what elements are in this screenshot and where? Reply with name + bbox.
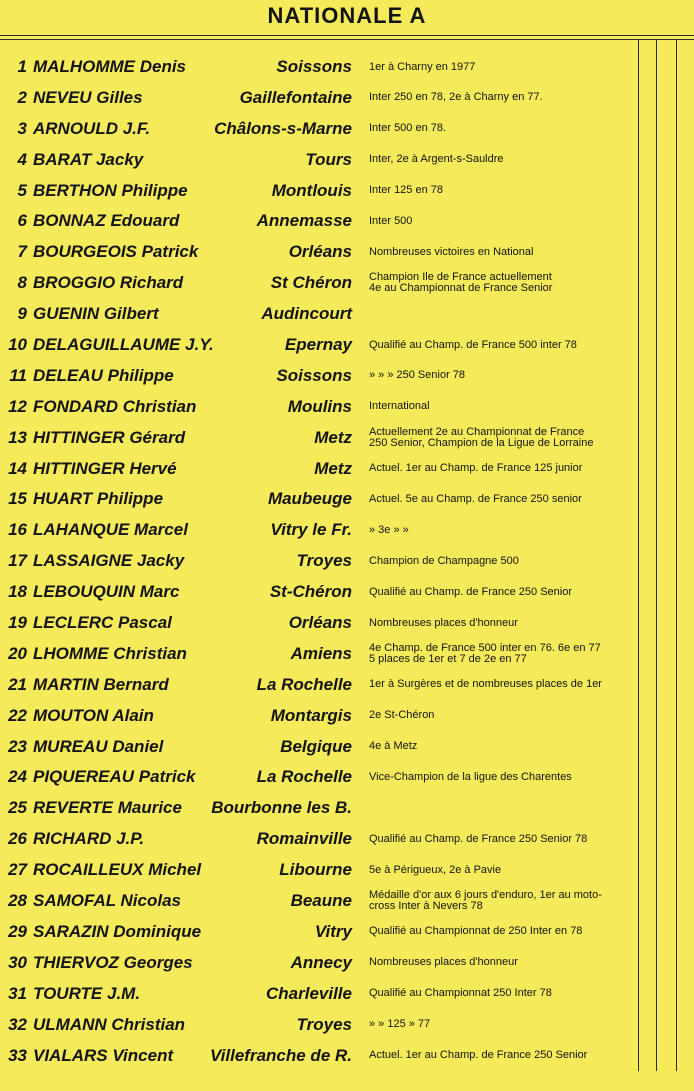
- rider-city: Troyes: [296, 551, 352, 571]
- rider-name: LAHANQUE Marcel: [33, 520, 188, 540]
- rider-name: SAMOFAL Nicolas: [33, 891, 181, 911]
- rider-achievements: 1er à Charny en 1977: [369, 60, 476, 73]
- roster-row: [0, 330, 640, 361]
- rider-city: Montargis: [270, 705, 352, 725]
- page-title: NATIONALE A: [267, 3, 427, 28]
- rider-city: Troyes: [296, 1014, 352, 1034]
- roster-row: [0, 855, 640, 886]
- rider-achievements: Inter 500: [369, 214, 413, 227]
- rider-achievements: Actuel. 1er au Champ. de France 250 Senior: [369, 1049, 588, 1061]
- roster-row: [0, 546, 640, 577]
- rider-city: Vitry le Fr.: [270, 520, 352, 540]
- rider-city: Tours: [305, 149, 352, 169]
- rider-name: LASSAIGNE Jacky: [33, 551, 185, 571]
- rider-city: Amiens: [290, 643, 352, 663]
- column-rule-2: [656, 40, 657, 1071]
- roster-row: [0, 83, 640, 114]
- roster-row: [0, 145, 640, 176]
- rider-name: LEBOUQUIN Marc: [33, 582, 180, 602]
- rider-city: Châlons-s-Marne: [214, 118, 352, 138]
- rider-number: 31: [8, 983, 27, 1003]
- rider-achievements: Nombreuses victoires en National: [369, 245, 534, 258]
- rider-city: La Rochelle: [256, 767, 352, 787]
- rider-number: 14: [8, 458, 27, 478]
- rider-achievements: » » » 250 Senior 78: [369, 369, 466, 382]
- rider-achievements: Inter 125 en 78: [369, 184, 444, 197]
- roster-row: [0, 886, 640, 917]
- rider-number: 1: [17, 57, 27, 76]
- rider-number: 11: [9, 365, 27, 385]
- rider-number: 33: [8, 1045, 27, 1065]
- rider-name: ROCAILLEUX Michel: [33, 860, 202, 880]
- rider-achievements: Actuel. 1er au Champ. de France 125 junior: [369, 462, 583, 475]
- rider-name: MARTIN Bernard: [33, 674, 169, 694]
- rider-number: 26: [8, 829, 27, 849]
- roster-row: [0, 1041, 640, 1072]
- rider-number: 18: [8, 582, 27, 602]
- rider-achievements: Inter 250 en 78, 2e à Charny en 77.: [369, 91, 543, 104]
- rider-number: 3: [17, 118, 27, 138]
- rider-number: 6: [17, 211, 27, 231]
- roster-row: [0, 762, 640, 793]
- rider-city: Charleville: [266, 983, 352, 1003]
- rider-city: Soissons: [276, 365, 352, 385]
- roster-row: [0, 608, 640, 639]
- rider-number: 19: [8, 613, 27, 633]
- rider-name: BERTHON Philippe: [33, 180, 188, 200]
- rider-name: LECLERC Pascal: [33, 613, 172, 633]
- rider-name: VIALARS Vincent: [33, 1045, 174, 1065]
- roster-row: [0, 701, 640, 732]
- rider-number: 5: [17, 180, 27, 200]
- rider-achievements: 2e St-Chéron: [369, 709, 435, 722]
- roster-row: [0, 1010, 640, 1041]
- rider-name: LHOMME Christian: [33, 643, 187, 663]
- rider-city: Orléans: [288, 242, 352, 262]
- rider-city: Soissons: [276, 57, 352, 76]
- rider-number: 16: [8, 520, 27, 540]
- rider-achievements: Nombreuses places d'honneur: [369, 956, 518, 969]
- rider-number: 8: [17, 273, 27, 293]
- rider-achievements: Actuel. 5e au Champ. de France 250 senior: [369, 492, 582, 505]
- roster-row: [0, 176, 640, 207]
- roster-list: [0, 52, 640, 1071]
- rider-number: 22: [8, 705, 27, 725]
- rider-city: Beaune: [290, 891, 352, 911]
- roster-row: [0, 824, 640, 855]
- rider-achievements: Inter, 2e à Argent-s-Sauldre: [369, 153, 504, 166]
- roster-row: [0, 361, 640, 392]
- rider-number: 7: [17, 242, 27, 262]
- rider-name: MUREAU Daniel: [33, 736, 164, 756]
- rider-achievements: Qualifié au Champ. de France 250 Senior: [369, 585, 573, 598]
- roster-row: [0, 639, 640, 670]
- rider-name: RICHARD J.P.: [33, 829, 145, 849]
- rider-city: Epernay: [284, 335, 352, 355]
- rider-name: MALHOMME Denis: [33, 57, 186, 76]
- rider-city: Metz: [314, 427, 352, 447]
- header-rule-top: [0, 35, 694, 36]
- rider-achievements: [369, 793, 637, 823]
- rider-achievements: International: [369, 400, 430, 413]
- roster-row: [0, 392, 640, 423]
- rider-number: 9: [17, 304, 27, 324]
- rider-name: NEVEU Gilles: [33, 87, 143, 107]
- rider-name: BONNAZ Edouard: [33, 211, 180, 231]
- rider-achievements: [369, 299, 637, 329]
- roster-row: [0, 793, 640, 824]
- rider-number: 25: [8, 798, 27, 818]
- rider-name: MOUTON Alain: [33, 705, 154, 725]
- roster-row: [0, 52, 640, 83]
- rider-achievements: 5e à Périgueux, 2e à Pavie: [369, 863, 502, 876]
- rider-city: La Rochelle: [256, 674, 352, 694]
- rider-name: ULMANN Christian: [33, 1014, 186, 1034]
- rider-name: DELEAU Philippe: [33, 365, 174, 385]
- rider-achievements: 1er à Surgères et de nombreuses places de 1er: [369, 678, 602, 691]
- roster-row: [0, 948, 640, 979]
- rider-number: 29: [8, 921, 27, 941]
- rider-number: 4: [17, 149, 27, 169]
- rider-city: Annecy: [290, 952, 352, 972]
- roster-row: [0, 454, 640, 485]
- rider-city: Belgique: [280, 736, 352, 756]
- rider-name: REVERTE Maurice: [33, 798, 182, 818]
- roster-row: [0, 114, 640, 145]
- roster-row: [0, 237, 640, 268]
- rider-name: GUENIN Gilbert: [33, 304, 159, 324]
- rider-achievements: Médaille d'or aux 6 jours d'enduro, 1er au moto- cross Inter à Nevers 78: [369, 889, 602, 913]
- rider-achievements: Actuellement 2e au Championnat de France 250 Senior, Champion de la Ligue de Lorraine: [369, 425, 594, 449]
- rider-name: DELAGUILLAUME J.Y.: [33, 335, 214, 355]
- roster-row: [0, 268, 640, 299]
- rider-achievements: Qualifié au Champ. de France 500 inter 78: [369, 338, 577, 351]
- rider-city: Villefranche de R.: [209, 1045, 352, 1065]
- rider-city: Gaillefontaine: [239, 87, 352, 107]
- rider-city: Annemasse: [256, 211, 352, 231]
- rider-achievements: Nombreuses places d'honneur: [369, 616, 518, 629]
- rider-number: 2: [17, 87, 27, 107]
- rider-achievements: Qualifié au Champ. de France 250 Senior 78: [369, 832, 588, 845]
- roster-row: [0, 732, 640, 763]
- rider-name: TOURTE J.M.: [33, 983, 141, 1003]
- rider-achievements: Vice-Champion de la ligue des Charentes: [369, 770, 572, 783]
- rider-number: 20: [8, 643, 27, 663]
- rider-name: HITTINGER Hervé: [33, 458, 177, 478]
- header-rule-bottom: [0, 39, 694, 40]
- rider-achievements: Qualifié au Championnat 250 Inter 78: [369, 987, 552, 1000]
- rider-number: 10: [8, 335, 27, 355]
- rider-city: Bourbonne les B.: [211, 798, 352, 818]
- rider-name: HUART Philippe: [33, 489, 164, 509]
- rider-achievements: Inter 500 en 78.: [369, 122, 447, 135]
- rider-number: 17: [8, 551, 27, 571]
- rider-achievements: Champion de Champagne 500: [369, 554, 519, 567]
- rider-number: 13: [8, 427, 27, 447]
- roster-row: [0, 484, 640, 515]
- rider-name: FONDARD Christian: [33, 396, 197, 416]
- rider-name: SARAZIN Dominique: [33, 921, 202, 941]
- roster-row: [0, 515, 640, 546]
- roster-row: [0, 206, 640, 237]
- rider-achievements: 4e à Metz: [369, 740, 418, 753]
- rider-number: 32: [8, 1014, 27, 1034]
- rider-city: St-Chéron: [269, 582, 352, 602]
- rider-city: Libourne: [279, 860, 352, 880]
- rider-number: 27: [8, 860, 27, 880]
- roster-row: [0, 917, 640, 948]
- rider-name: ARNOULD J.F.: [33, 118, 151, 138]
- rider-number: 24: [8, 767, 27, 787]
- column-rule-3: [676, 40, 677, 1071]
- rider-number: 12: [8, 396, 27, 416]
- rider-name: THIERVOZ Georges: [33, 952, 193, 972]
- rider-number: 23: [8, 736, 27, 756]
- rider-name: BOURGEOIS Patrick: [33, 242, 199, 262]
- rider-achievements: » 3e » »: [369, 523, 409, 536]
- rider-achievements: Champion Ile de France actuellement 4e au Championnat de France Senior: [369, 271, 553, 295]
- roster-row: [0, 670, 640, 701]
- rider-city: Romainville: [256, 829, 352, 849]
- rider-city: Maubeuge: [267, 489, 352, 509]
- rider-city: Moulins: [287, 396, 352, 416]
- roster-row: [0, 299, 640, 330]
- rider-achievements: 4e Champ. de France 500 inter en 76. 6e en 77 5 places de 1er et 7 de 2e en 77: [369, 641, 601, 665]
- roster-row: [0, 577, 640, 608]
- rider-number: 28: [8, 891, 27, 911]
- rider-name: PIQUEREAU Patrick: [33, 767, 196, 787]
- rider-city: Metz: [314, 458, 352, 478]
- rider-name: BARAT Jacky: [33, 149, 144, 169]
- roster-row: [0, 979, 640, 1010]
- rider-city: Audincourt: [261, 304, 352, 324]
- rider-number: 15: [8, 489, 27, 509]
- rider-city: Vitry: [314, 921, 352, 941]
- rider-name: HITTINGER Gérard: [33, 427, 186, 447]
- rider-achievements: » » 125 » 77: [369, 1018, 431, 1031]
- rider-achievements: Qualifié au Championnat de 250 Inter en 78: [369, 925, 583, 938]
- rider-city: Orléans: [288, 613, 352, 633]
- rider-city: St Chéron: [270, 273, 352, 293]
- rider-name: BROGGIO Richard: [33, 273, 184, 293]
- rider-city: Montlouis: [271, 180, 352, 200]
- rider-number: 21: [8, 674, 27, 694]
- roster-row: [0, 423, 640, 454]
- rider-number: 30: [8, 952, 27, 972]
